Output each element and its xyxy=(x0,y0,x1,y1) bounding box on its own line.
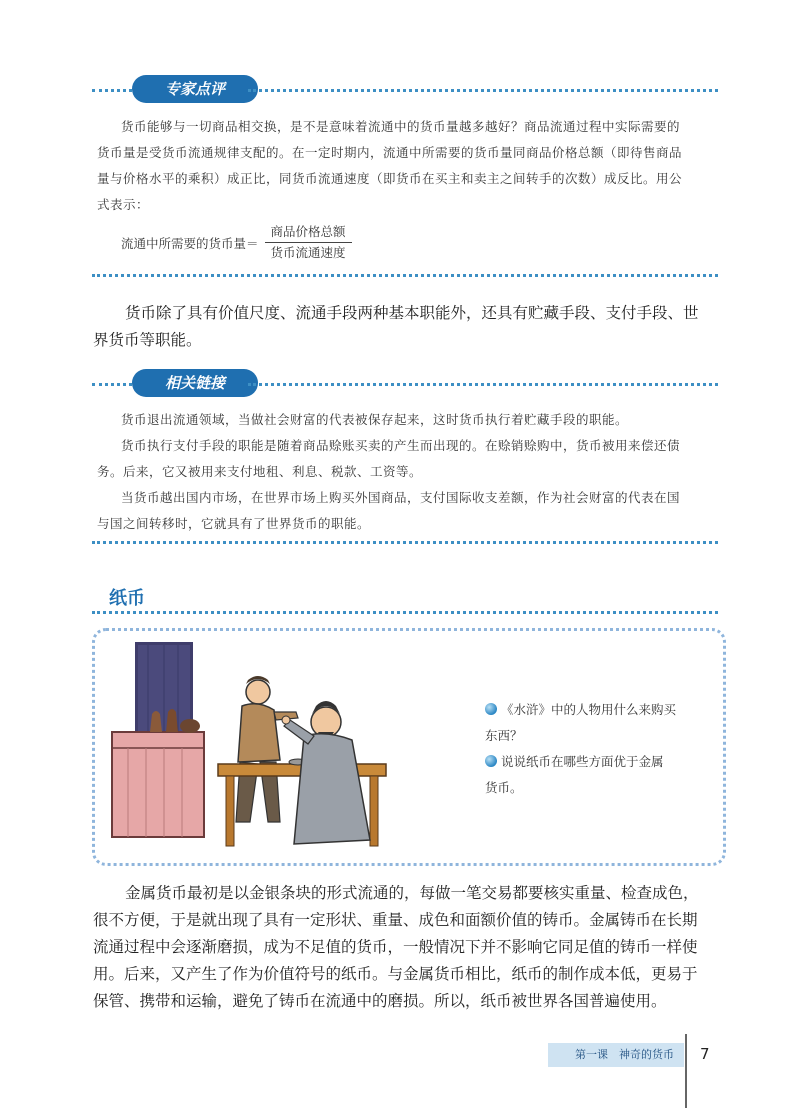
dotted-rule xyxy=(92,541,718,544)
dotted-rule xyxy=(92,274,718,277)
body-text-line: 金属货币最初是以金银条块的形式流通的，每做一笔交易都要核实重量、检查成色， xyxy=(125,884,699,902)
expert-review-tag: 专家点评 xyxy=(132,75,258,103)
formula-left: 流通中所需要的货币量＝ xyxy=(121,235,259,251)
dotted-rule xyxy=(92,611,718,614)
footer-divider xyxy=(685,1034,687,1108)
body-text-line: 界货币等职能。 xyxy=(93,331,202,349)
related-text-line: 务。后来，它又被用来支付地租、利息、税款、工资等。 xyxy=(97,464,423,479)
bullet-icon xyxy=(485,703,497,715)
formula-numerator: 商品价格总额 xyxy=(265,222,352,243)
body-text-line: 很不方便，于是就出现了具有一定形状、重量、成色和面额价值的铸币。金属铸币在长期 xyxy=(93,911,698,929)
question-text: 说说纸币在哪些方面优于金属 xyxy=(501,754,664,769)
body-text-line: 流通过程中会逐渐磨损，成为不足值的货币，一般情况下并不影响它同足值的铸币一样使 xyxy=(93,938,698,956)
teapot xyxy=(180,719,200,733)
related-text-line: 与国之间转移时，它就具有了世界货币的职能。 xyxy=(97,516,371,531)
expert-text-line: 量与价格水平的乘积）成正比，同货币流通速度（即货币在买主和卖主之间转手的次数）成反比。用公 xyxy=(97,171,683,186)
dotted-rule xyxy=(92,89,132,92)
related-link-tag: 相关链接 xyxy=(132,369,258,397)
related-text-line: 当货币越出国内市场，在世界市场上购买外国商品，支付国际收支差额，作为社会财富的代表在国 xyxy=(121,490,681,505)
money-formula xyxy=(121,222,352,263)
expert-text-line: 式表示： xyxy=(97,197,150,212)
related-text-line: 货币执行支付手段的职能是随着商品赊账买卖的产生而出现的。在赊销赊购中，货币被用来偿还债 xyxy=(121,438,681,453)
related-text-line: 货币退出流通领域，当做社会财富的代表被保存起来，这时货币执行着贮藏手段的职能。 xyxy=(121,412,629,427)
question-line: 东西？ xyxy=(485,728,523,743)
question-line: 货币。 xyxy=(485,780,523,795)
formula-fraction xyxy=(265,222,352,263)
dotted-rule xyxy=(248,383,718,386)
body-text-line: 保管、携带和运输，避免了铸币在流通中的磨损。所以，纸币被世界各国普遍使用。 xyxy=(93,992,667,1010)
lesson-label: 第一课 神奇的货币 xyxy=(548,1043,684,1067)
page-number: 7 xyxy=(700,1045,710,1063)
dotted-rule xyxy=(248,89,718,92)
customer-body xyxy=(294,734,370,844)
formula-denominator: 货币流通速度 xyxy=(270,245,346,260)
waiter-head xyxy=(246,680,270,704)
question-text: 《水浒》中的人物用什么来购买 xyxy=(501,702,677,717)
body-text-line: 用。后来，又产生了作为价值符号的纸币。与金属货币相比，纸币的制作成本低，更易于 xyxy=(93,965,698,983)
dotted-rule xyxy=(92,383,132,386)
expert-text-line: 货币能够与一切商品相交换，是不是意味着流通中的货币量越多越好？商品流通过程中实际需要的 xyxy=(121,119,681,134)
bullet-icon xyxy=(485,755,497,767)
expert-text-line: 货币量是受货币流通规律支配的。在一定时期内，流通中所需要的货币量同商品价格总额（即待售商品 xyxy=(97,145,683,160)
tavern-illustration xyxy=(108,640,408,855)
body-text-line: 货币除了具有价值尺度、流通手段两种基本职能外，还具有贮藏手段、支付手段、世 xyxy=(125,304,699,322)
section-heading-paper-money: 纸币 xyxy=(109,588,145,609)
